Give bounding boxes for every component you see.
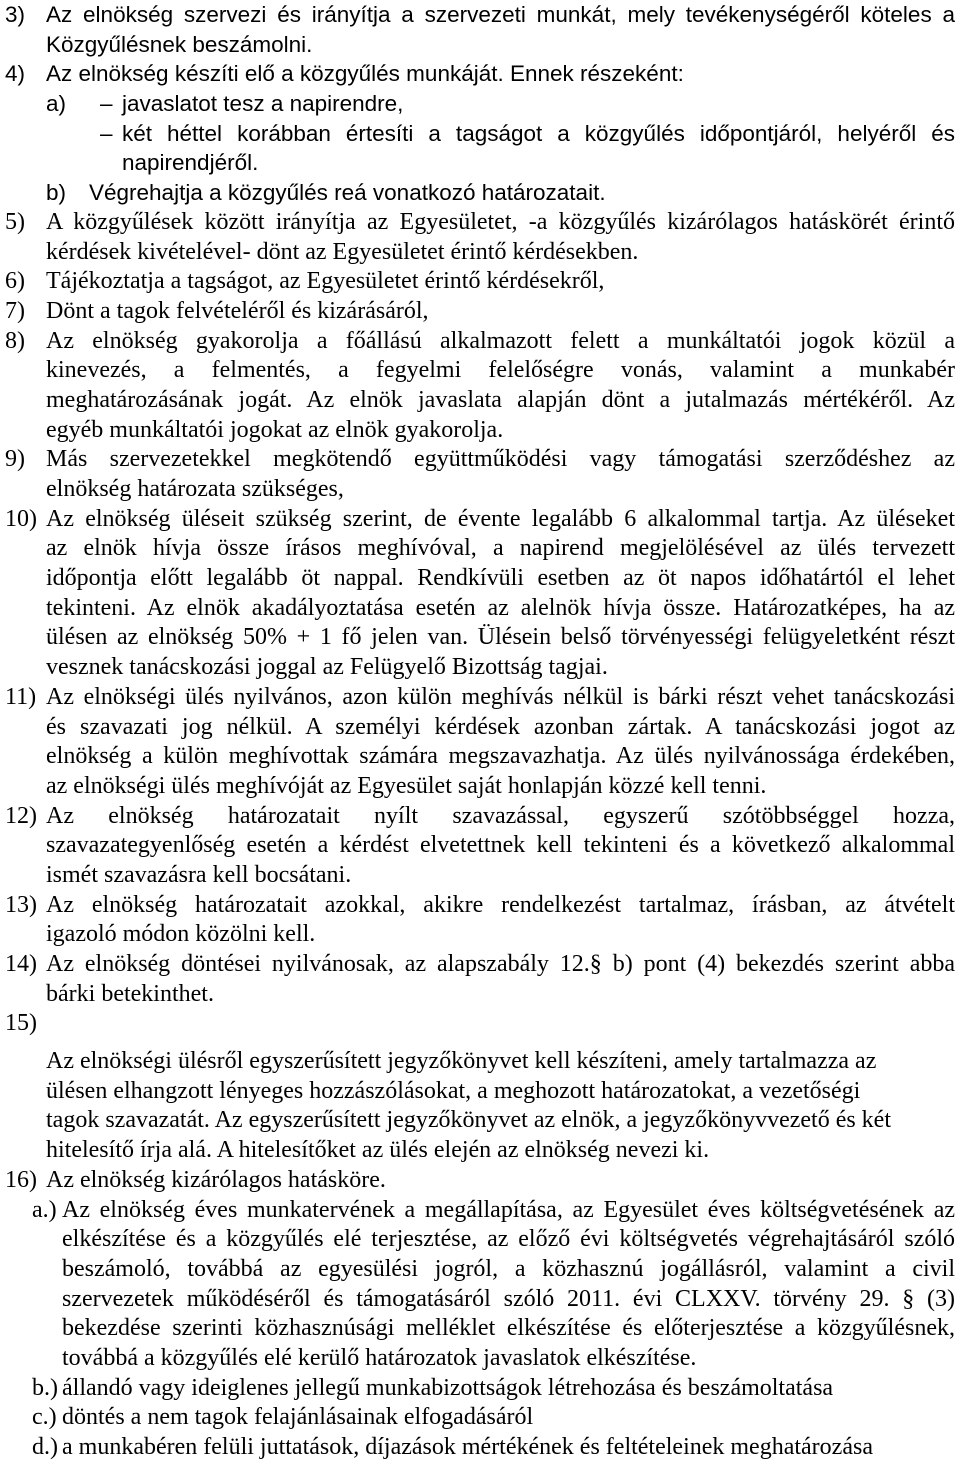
- item-number: 16): [5, 1166, 37, 1193]
- text-row: [0, 327, 960, 357]
- text-row: [0, 920, 960, 950]
- item-number: 7): [5, 297, 25, 324]
- item-text-line: Közgyűlésnek beszámolni.: [46, 31, 313, 57]
- text-row: [0, 356, 960, 386]
- bullet-text-line: napirendjéről.: [122, 150, 259, 176]
- sub-item-text-line: szervezetek működéséről és támogatásáról szóló 2011. évi CLXXV. törvény 29. § (3): [62, 1285, 955, 1312]
- list-item-15: [0, 1009, 960, 1165]
- item-text-line: vesznek tanácskozási joggal az Felügyelő Bizottság tagjai.: [46, 654, 608, 681]
- item-text-line: kérdések kivételével- dönt az Egyesületet érintő kérdésekben.: [46, 238, 639, 265]
- sub-item-label: b.): [32, 1374, 58, 1401]
- sub-item-text-line: Végrehajtja a közgyűlés reá vonatkozó határozatait.: [89, 180, 606, 206]
- item-text-line: szavazategyenlőség esetén a kérdést elvetettnek kell tekinteni és a következő alkalommal: [46, 832, 955, 859]
- item-text-line: és szavazati jog nélkül. A személyi kérdések azonban zártak. A tanácskozási jogot az: [46, 713, 955, 740]
- item-text-line: Az elnökségi ülés nyilvános, azon külön meghívás nélkül is bárki részt vehet tanácskozási: [46, 683, 955, 710]
- item-text-line: Dönt a tagok felvételéről és kizárásáról,: [46, 297, 429, 324]
- text-row: [0, 831, 960, 861]
- text-row: [0, 1047, 960, 1077]
- sub-item-label: a): [46, 91, 67, 117]
- item-number: 12): [5, 802, 37, 829]
- list-item-4: [0, 59, 960, 207]
- sub-item-text-line: a munkabéren felüli juttatások, díjazások mértékének és feltételeinek meghatározása: [62, 1434, 873, 1460]
- item-text-line: Az elnökség kizárólagos hatásköre.: [46, 1166, 386, 1193]
- text-row: [0, 0, 960, 30]
- item-number: 11): [5, 683, 37, 710]
- item-number: 3): [5, 2, 26, 27]
- text-row: [0, 505, 960, 535]
- bullet-text-line: javaslatot tesz a napirendre,: [122, 91, 404, 117]
- item-text-line: ülésen elhangzott lényeges hozzászólásokat, a meghozott határozatokat, a vezetőségi: [46, 1077, 861, 1104]
- item-text-line: hitelesítő írja alá. A hitelesítőket az ülés elején az elnökség nevezi ki.: [46, 1137, 710, 1164]
- text-row: [0, 59, 960, 89]
- list-item-13: [0, 891, 960, 950]
- text-row: [0, 30, 960, 60]
- text-row: [0, 653, 960, 683]
- bullet-dash: –: [100, 120, 113, 146]
- text-row: [0, 1136, 960, 1166]
- text-row: [0, 445, 960, 475]
- list-item-12: [0, 802, 960, 891]
- item-number: 6): [5, 268, 25, 295]
- item-text-line: meghatározásának jogát. Az elnök javaslata alapján dönt a jutalmazás mértékéről. Az: [46, 386, 955, 413]
- item-text-line: Az elnökség határozatait azokkal, akikre rendelkezést tartalmaz, írásban, az átvételt: [46, 891, 955, 918]
- item-text-line: Az elnökség gyakorolja a főállású alkalmazott felett a munkáltatói jogok közül a: [46, 327, 955, 354]
- text-row: [0, 980, 960, 1010]
- sub-item-a: [0, 1196, 960, 1374]
- list-item-8: [0, 327, 960, 446]
- item-number: 10): [5, 505, 37, 532]
- text-row: [0, 713, 960, 743]
- text-row: [0, 623, 960, 653]
- sub-item-label: d.): [32, 1434, 58, 1460]
- item-text-line: kinevezés, a felmentés, a fegyelmi felelőségre vonás, valamint a munkabér: [46, 357, 955, 384]
- item-text-line: elnökség határozata szükséges,: [46, 476, 344, 502]
- text-row: [0, 416, 960, 446]
- text-row: [0, 1285, 960, 1315]
- sub-item-bullet: [0, 119, 960, 149]
- text-row: [0, 891, 960, 921]
- item-number: 13): [5, 891, 37, 918]
- text-row: [0, 1314, 960, 1344]
- list-item-14: [0, 950, 960, 1009]
- sub-item-c: [0, 1403, 960, 1433]
- text-row: [0, 802, 960, 832]
- item-text-line: A közgyűlések között irányítja az Egyesületet, -a közgyűlés kizárólagos hatáskörét érintő: [46, 208, 955, 235]
- text-row: [0, 683, 960, 713]
- item-number: 8): [5, 327, 25, 354]
- item-text-line: Az elnökség határozatait nyílt szavazással, egyszerű szótöbbséggel hozza,: [46, 802, 955, 829]
- text-row: [0, 1106, 960, 1136]
- list-item-3: [0, 0, 960, 59]
- item-number: 9): [5, 446, 25, 473]
- item-text-line: Más szervezetekkel megkötendő együttműködési vagy támogatási szerződéshez az: [46, 446, 955, 473]
- item-text-line: időpontja előtt legalább öt nappal. Rendkívüli esetben az öt napos időhatártól el lehet: [46, 565, 955, 592]
- list-item-6: [0, 267, 960, 297]
- text-row: [0, 861, 960, 891]
- list-item-10: [0, 505, 960, 683]
- text-row: [0, 534, 960, 564]
- sub-item-label: a.): [32, 1196, 57, 1223]
- item-text-line: az elnök hívja össze írásos meghívóval, a napirend megjelölésével az ülés tervezett: [46, 535, 955, 562]
- item-text-line: ülésen az elnökség 50% + 1 fő jelen van. Ülésein belső törvényességi felügyeletként részt: [46, 624, 955, 651]
- text-row: [0, 742, 960, 772]
- item-number: 15): [5, 1010, 37, 1037]
- text-row: [0, 1225, 960, 1255]
- text-row: [0, 564, 960, 594]
- item-text-line: Az elnökség üléseit szükség szerint, de évente legalább 6 alkalommal tartja. Az üléseket: [46, 505, 955, 532]
- text-row: [0, 297, 960, 327]
- item-text-line: tagok szavazatát. Az egyszerűsített jegyzőkönyvet az elnök, a jegyzőkönyvvezető és két: [46, 1107, 892, 1134]
- text-row: [0, 1077, 960, 1107]
- text-row: [0, 386, 960, 416]
- list-item-9: [0, 445, 960, 504]
- list-item-5: [0, 208, 960, 267]
- sub-item-text-line: bekezdése szerinti közhasznúsági melléklet elkészítése és előterjesztése a közgyűlésnek,: [62, 1315, 955, 1342]
- item-text-line: igazoló módon közölni kell.: [46, 921, 316, 948]
- list-item-7: [0, 297, 960, 327]
- text-row: [0, 1344, 960, 1374]
- item-text-line: egyéb munkáltatói jogokat az elnök gyakorolja.: [46, 416, 504, 443]
- item-text-line: az elnökségi ülés meghívóját az Egyesület saját honlapján közzé kell tenni.: [46, 772, 767, 799]
- sub-item-b: [0, 178, 960, 208]
- item-text-line: ismét szavazásra kell bocsátani.: [46, 861, 352, 888]
- text-row: [0, 1009, 960, 1039]
- text-row: [0, 772, 960, 802]
- text-row: [0, 238, 960, 268]
- sub-item-d: [0, 1433, 960, 1463]
- text-row: [0, 594, 960, 624]
- list-item-16: [0, 1166, 960, 1463]
- sub-item-text-line: beszámoló, továbbá az egyesülési jogról, a közhasznú jogállásról, valamint a civil: [62, 1255, 955, 1282]
- text-row: [0, 1255, 960, 1285]
- item-text-line: Az elnökségi ülésről egyszerűsített jegyzőkönyvet kell készíteni, amely tartalmazza az: [46, 1048, 877, 1075]
- item-text-line: Tájékoztatja a tagságot, az Egyesületet érintő kérdésekről,: [46, 268, 605, 295]
- sub-item-b: [0, 1374, 960, 1404]
- sub-item-text-line: döntés a nem tagok felajánlásainak elfogadásáról: [62, 1404, 534, 1431]
- item-number: 14): [5, 951, 37, 977]
- text-row: [0, 1196, 960, 1226]
- sub-item-text-line: elkészítése és a közgyűlés elé terjesztése, az előző évi költségvetés végrehajtásáról szóló: [62, 1226, 955, 1253]
- item-number: 4): [5, 61, 26, 87]
- item-text-line: Az elnökség döntései nyilvánosak, az alapszabály 12.§ b) pont (4) bekezdés szerint abba: [46, 951, 955, 977]
- sub-item-text-line: Az elnökség éves munkatervének a megállapítása, az Egyesület éves költségvetésének az: [62, 1196, 955, 1223]
- item-text-line: Az elnökség készíti elő a közgyűlés munkáját. Ennek részeként:: [46, 61, 684, 87]
- item-text-line: bárki betekinthet.: [46, 980, 214, 1007]
- item-text-line: Az elnökség szervezi és irányítja a szervezeti munkát, mely tevékenységéről köteles a: [46, 2, 955, 27]
- sub-item-a: [0, 89, 960, 119]
- list-item-11: [0, 683, 960, 802]
- text-row: [0, 1166, 960, 1196]
- bullet-text-line: két héttel korábban értesíti a tagságot a közgyűlés időpontjáról, helyéről és: [122, 120, 955, 146]
- text-row: [0, 148, 960, 178]
- text-row: [0, 267, 960, 297]
- text-row: [0, 475, 960, 505]
- item-number: 5): [5, 208, 25, 235]
- item-text-line: elnökség a külön meghívottak számára megszavazhatja. Az ülés nyilvánossága érdekében,: [46, 743, 955, 770]
- sub-item-label: c.): [32, 1404, 57, 1431]
- bullet-dash: –: [100, 91, 113, 117]
- text-row: [0, 208, 960, 238]
- item-text-line: tekinteni. Az elnök akadályoztatása esetén az alelnök hívja össze. Határozatképes, ha az: [46, 594, 955, 621]
- sub-item-label: b): [46, 180, 67, 206]
- text-row: [0, 950, 960, 980]
- sub-item-text-line: továbbá a közgyűlés elé kerülő határozatok javaslatok elkészítése.: [62, 1344, 697, 1371]
- sub-item-text-line: állandó vagy ideiglenes jellegű munkabizottságok létrehozása és beszámoltatása: [62, 1374, 834, 1401]
